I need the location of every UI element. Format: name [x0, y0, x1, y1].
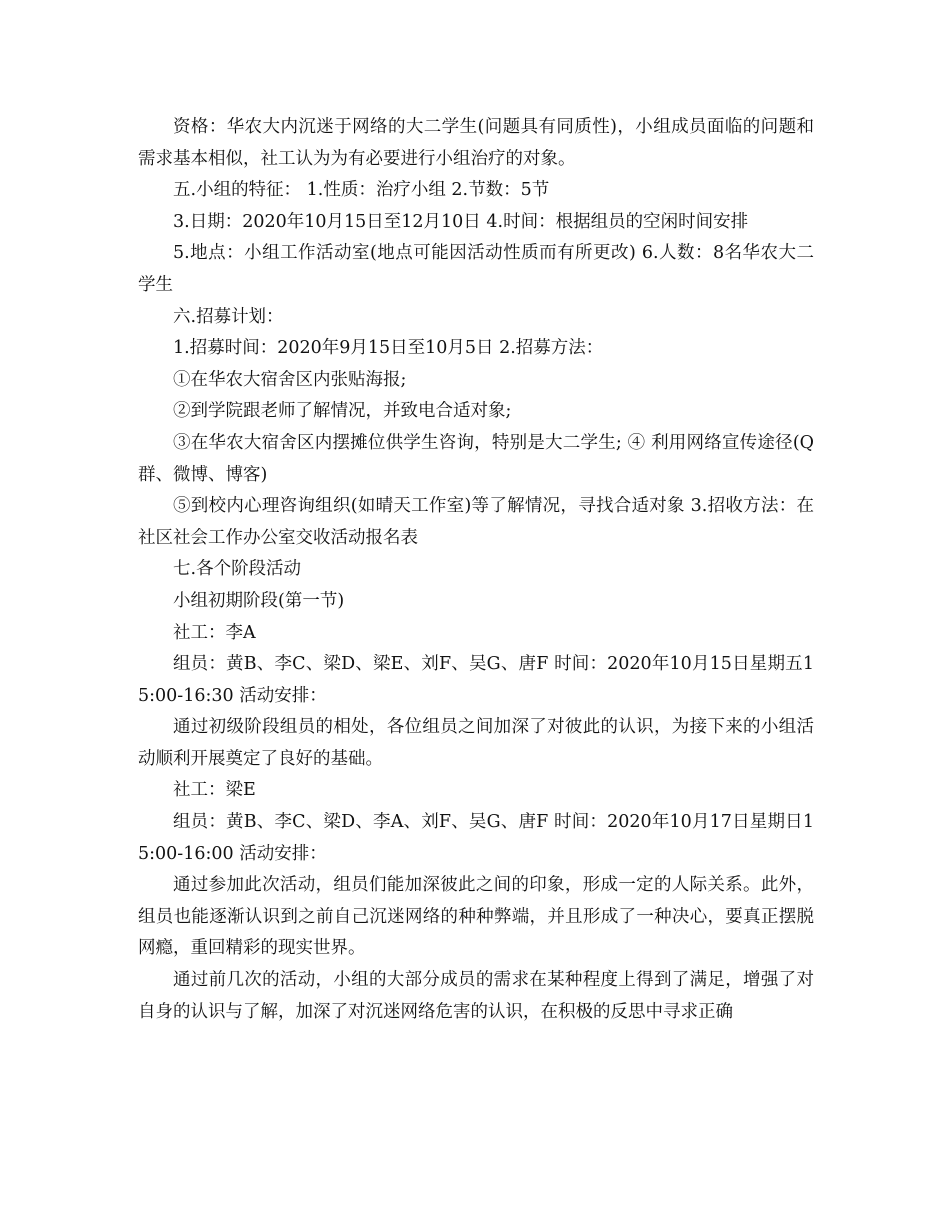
- paragraph-summary-1: 通过初级阶段组员的相处，各位组员之间加深了对彼此的认识，为接下来的小组活动顺利开展奠定了良好的基础。: [138, 717, 814, 769]
- list-item-teachers: ②到学院跟老师了解情况，并致电合适对象;: [173, 401, 512, 422]
- section-heading-activities: 七.各个阶段活动: [173, 559, 302, 580]
- paragraph-group-features: 五.小组的特征： 1.性质：治疗小组 2.节数：5节: [173, 180, 550, 201]
- subheading-initial-stage: 小组初期阶段(第一节): [173, 590, 345, 611]
- paragraph-summary-2: 通过参加此次活动，组员们能加深彼此之间的印象，形成一定的人际关系。此外，组员也能逐渐认识到之前自己沉迷网络的种种弊端，并且形成了一种决心，要真正摆脱网瘾，重回精彩的现实世界。: [138, 875, 814, 959]
- document-body: [138, 112, 814, 1028]
- list-item-posters: ①在华农大宿舍区内张贴海报;: [173, 369, 407, 390]
- list-item-booth: ③在华农大宿舍区内摆摊位供学生咨询，特别是大二学生; ④ 利用网络宣传途径(Q群、微博、博客): [138, 432, 814, 485]
- paragraph-location-count: 5.地点：小组工作活动室(地点可能因活动性质而有所更改) 6.人数：8名华农大二学生: [138, 243, 814, 295]
- paragraph-members-2: 组员：黄B、李C、梁D、李A、刘F、吴G、唐F 时间：2020年10月17日星期日15:00-16:00 活动安排：: [138, 812, 814, 864]
- paragraph-social-worker-2: 社工：梁E: [173, 780, 256, 801]
- list-item-counseling: ⑤到校内心理咨询组织(如晴天工作室)等了解情况，寻找合适对象 3.招收方法：在社区社会工作办公室交收活动报名表: [138, 496, 814, 548]
- section-heading-recruitment: 六.招募计划：: [173, 306, 284, 327]
- paragraph-eligibility: 资格：华农大内沉迷于网络的大二学生(问题具有同质性)，小组成员面临的问题和需求基本相似，社工认为为有必要进行小组治疗的对象。: [138, 117, 814, 169]
- paragraph-recruit-time: 1.招募时间：2020年9月15日至10月5日 2.招募方法：: [173, 338, 604, 359]
- paragraph-social-worker-1: 社工：李A: [173, 622, 256, 643]
- paragraph-date-time: 3.日期：2020年10月15日至12月10日 4.时间：根据组员的空闲时间安排: [173, 211, 749, 232]
- paragraph-members-1: 组员：黄B、李C、梁D、梁E、刘F、吴G、唐F 时间：2020年10月15日星期五15:00-16:30 活动安排：: [138, 654, 814, 706]
- paragraph-summary-3: 通过前几次的活动，小组的大部分成员的需求在某种程度上得到了满足，增强了对自身的认识与了解，加深了对沉迷网络危害的认识，在积极的反思中寻求正确: [138, 970, 814, 1022]
